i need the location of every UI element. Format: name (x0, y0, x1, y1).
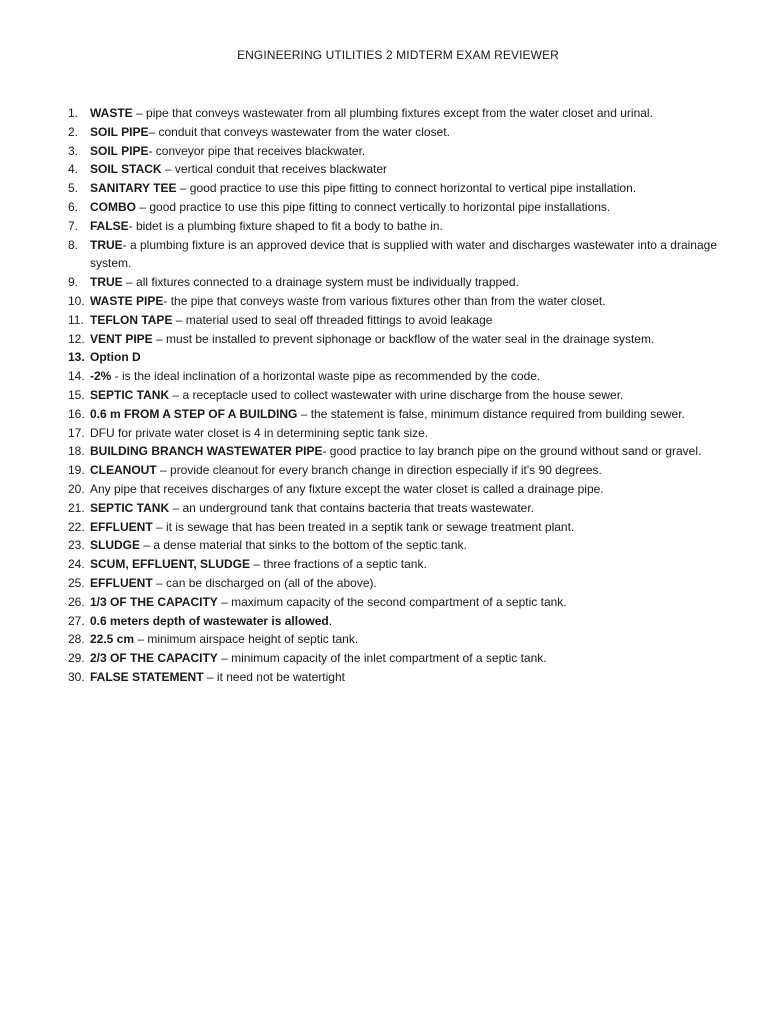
list-item (68, 198, 718, 217)
list-item (68, 442, 718, 461)
item-number: 24. (68, 557, 85, 572)
item-definition: – vertical conduit that receives blackwater (161, 162, 388, 177)
item-term: SOIL PIPE (90, 143, 149, 158)
item-definition: – the statement is false, minimum distance required from building sewer. (297, 406, 685, 421)
item-number: 5. (68, 181, 79, 196)
list-item (68, 612, 718, 631)
item-definition: – conduit that conveys wastewater from the water closet. (148, 124, 450, 139)
item-definition: - a plumbing fixture is an approved device that is supplied with water and discharges wastewater into a drainage system. (90, 237, 718, 271)
item-text (90, 424, 718, 443)
item-term: WASTE PIPE (90, 293, 164, 308)
item-term: 1/3 OF THE CAPACITY (90, 594, 218, 609)
item-text (90, 236, 718, 274)
item-number: 30. (68, 669, 85, 684)
list-item (68, 480, 718, 499)
item-definition: – a receptacle used to collect wastewater with urine discharge from the house sewer. (169, 387, 624, 402)
item-definition: – must be installed to prevent siphonage or backflow of the water seal in the drainage system. (152, 331, 655, 346)
item-term: EFFLUENT (90, 575, 153, 590)
list-item (68, 630, 718, 649)
item-number: 9. (68, 275, 79, 290)
item-number: 15. (68, 387, 85, 402)
item-text (90, 480, 718, 499)
item-text (90, 179, 718, 198)
item-definition: . (328, 613, 333, 628)
item-text (90, 518, 718, 537)
item-term: SOIL STACK (90, 162, 162, 177)
list-item (68, 330, 718, 349)
item-term: 0.6 meters depth of wastewater is allowed (90, 613, 329, 628)
item-text (90, 198, 718, 217)
list-item (68, 499, 718, 518)
item-definition: – maximum capacity of the second compartment of a septic tank. (217, 594, 567, 609)
item-number: 8. (68, 237, 79, 252)
item-term: COMBO (90, 199, 136, 214)
item-definition: – three fractions of a septic tank. (250, 557, 427, 572)
item-term: SOIL PIPE (90, 124, 149, 139)
item-definition: – pipe that conveys wastewater from all plumbing fixtures except from the water closet and urinal. (132, 106, 653, 120)
item-definition: – provide cleanout for every branch change in direction especially if it's 90 degrees. (156, 463, 602, 478)
item-number: 19. (68, 463, 85, 478)
item-number: 23. (68, 538, 85, 553)
list-item (68, 348, 718, 367)
list-item (68, 574, 718, 593)
item-definition: – a dense material that sinks to the bottom of the septic tank. (140, 538, 467, 553)
list-item (68, 649, 718, 668)
item-term: TRUE (90, 275, 123, 290)
list-item (68, 179, 718, 198)
item-number: 28. (68, 632, 85, 647)
item-number: 13. (68, 350, 85, 365)
item-term: FALSE (90, 218, 129, 233)
item-text (90, 405, 718, 424)
item-definition: - conveyor pipe that receives blackwater. (148, 143, 366, 158)
list-item (68, 292, 718, 311)
item-number: 27. (68, 613, 85, 628)
item-definition: - is the ideal inclination of a horizontal waste pipe as recommended by the code. (111, 369, 541, 384)
list-item (68, 311, 718, 330)
page-title: ENGINEERING UTILITIES 2 MIDTERM EXAM REVIEWER (237, 48, 559, 62)
list-item (68, 367, 718, 386)
list-item (68, 518, 718, 537)
item-text (90, 612, 718, 631)
item-definition: – material used to seal off threaded fittings to avoid leakage (172, 312, 493, 327)
item-number: 12. (68, 331, 85, 346)
item-term: CLEANOUT (90, 463, 157, 478)
item-text (90, 330, 718, 349)
item-number: 10. (68, 293, 85, 308)
item-term: WASTE (90, 106, 133, 120)
item-text (90, 348, 718, 367)
item-term: SEPTIC TANK (90, 500, 170, 515)
item-text (90, 536, 718, 555)
item-text (90, 630, 718, 649)
item-term: SCUM, EFFLUENT, SLUDGE (90, 557, 251, 572)
item-text (90, 574, 718, 593)
item-text (90, 499, 718, 518)
list-item (68, 386, 718, 405)
list-item (68, 217, 718, 236)
item-number: 11. (68, 312, 84, 327)
reviewer-list (68, 104, 718, 687)
item-text (90, 311, 718, 330)
list-item (68, 273, 718, 292)
item-text (90, 273, 718, 292)
item-term: SANITARY TEE (90, 181, 177, 196)
list-item (68, 236, 718, 274)
item-term: SLUDGE (90, 538, 141, 553)
item-definition: – it is sewage that has been treated in a septik tank or sewage treatment plant. (152, 519, 575, 534)
item-number: 26. (68, 594, 85, 609)
item-number: 6. (68, 199, 79, 214)
item-definition: – an underground tank that contains bacteria that treats wastewater. (169, 500, 535, 515)
item-text (90, 160, 718, 179)
item-number: 7. (68, 218, 79, 233)
item-definition: – good practice to use this pipe fitting to connect vertically to horizontal pipe installations. (136, 199, 611, 214)
item-text (90, 104, 718, 123)
item-term: FALSE STATEMENT (90, 669, 204, 684)
list-item (68, 142, 718, 161)
item-definition: Any pipe that receives discharges of any fixture except the water closet is called a drainage pipe. (90, 481, 604, 496)
item-text (90, 461, 718, 480)
item-term: -2% (90, 369, 112, 384)
list-item (68, 123, 718, 142)
item-number: 22. (68, 519, 85, 534)
item-definition: - good practice to lay branch pipe on the ground without sand or gravel. (322, 444, 702, 459)
item-text (90, 292, 718, 311)
list-item (68, 405, 718, 424)
list-item (68, 536, 718, 555)
item-definition: - the pipe that conveys waste from various fixtures other than from the water closet. (163, 293, 606, 308)
item-text (90, 593, 718, 612)
item-definition: – it need not be watertight (203, 669, 345, 684)
item-text (90, 442, 718, 461)
item-number: 29. (68, 651, 85, 666)
item-text (90, 217, 718, 236)
item-definition: – all fixtures connected to a drainage system must be individually trapped. (122, 275, 519, 290)
item-term: BUILDING BRANCH WASTEWATER PIPE (90, 444, 323, 459)
item-number: 4. (68, 162, 79, 177)
item-number: 21. (68, 500, 85, 515)
item-number: 25. (68, 575, 85, 590)
item-definition: - bidet is a plumbing fixture shaped to fit a body to bathe in. (128, 218, 443, 233)
list-item (68, 424, 718, 443)
item-number: 20. (68, 481, 85, 496)
item-text (90, 123, 718, 142)
list-item (68, 104, 718, 123)
item-text (90, 386, 718, 405)
item-number: 2. (68, 124, 79, 139)
item-term: VENT PIPE (90, 331, 153, 346)
item-definition: – minimum capacity of the inlet compartment of a septic tank. (217, 651, 547, 666)
item-term: 0.6 m FROM A STEP OF A BUILDING (90, 406, 298, 421)
list-item (68, 668, 718, 687)
item-number: 16. (68, 406, 85, 421)
item-text (90, 555, 718, 574)
item-term: EFFLUENT (90, 519, 153, 534)
item-term: 22.5 cm (90, 632, 135, 647)
item-definition: – can be discharged on (all of the above). (152, 575, 377, 590)
list-item (68, 160, 718, 179)
item-number: 1. (68, 106, 79, 120)
item-term: SEPTIC TANK (90, 387, 170, 402)
item-term: 2/3 OF THE CAPACITY (90, 651, 218, 666)
item-number: 14. (68, 369, 85, 384)
item-text (90, 649, 718, 668)
item-definition: – minimum airspace height of septic tank. (134, 632, 359, 647)
item-text (90, 668, 718, 687)
list-item (68, 461, 718, 480)
item-number: 3. (68, 143, 79, 158)
item-number: 18. (68, 444, 85, 459)
item-term: TEFLON TAPE (90, 312, 173, 327)
item-definition: – good practice to use this pipe fitting to connect horizontal to vertical pipe installation. (176, 181, 637, 196)
item-term: Option D (90, 350, 141, 365)
item-text (90, 142, 718, 161)
item-term: TRUE (90, 237, 123, 252)
item-text (90, 367, 718, 386)
item-number: 17. (68, 425, 85, 440)
item-definition: DFU for private water closet is 4 in determining septic tank size. (90, 425, 429, 440)
list-item (68, 593, 718, 612)
list-item (68, 555, 718, 574)
